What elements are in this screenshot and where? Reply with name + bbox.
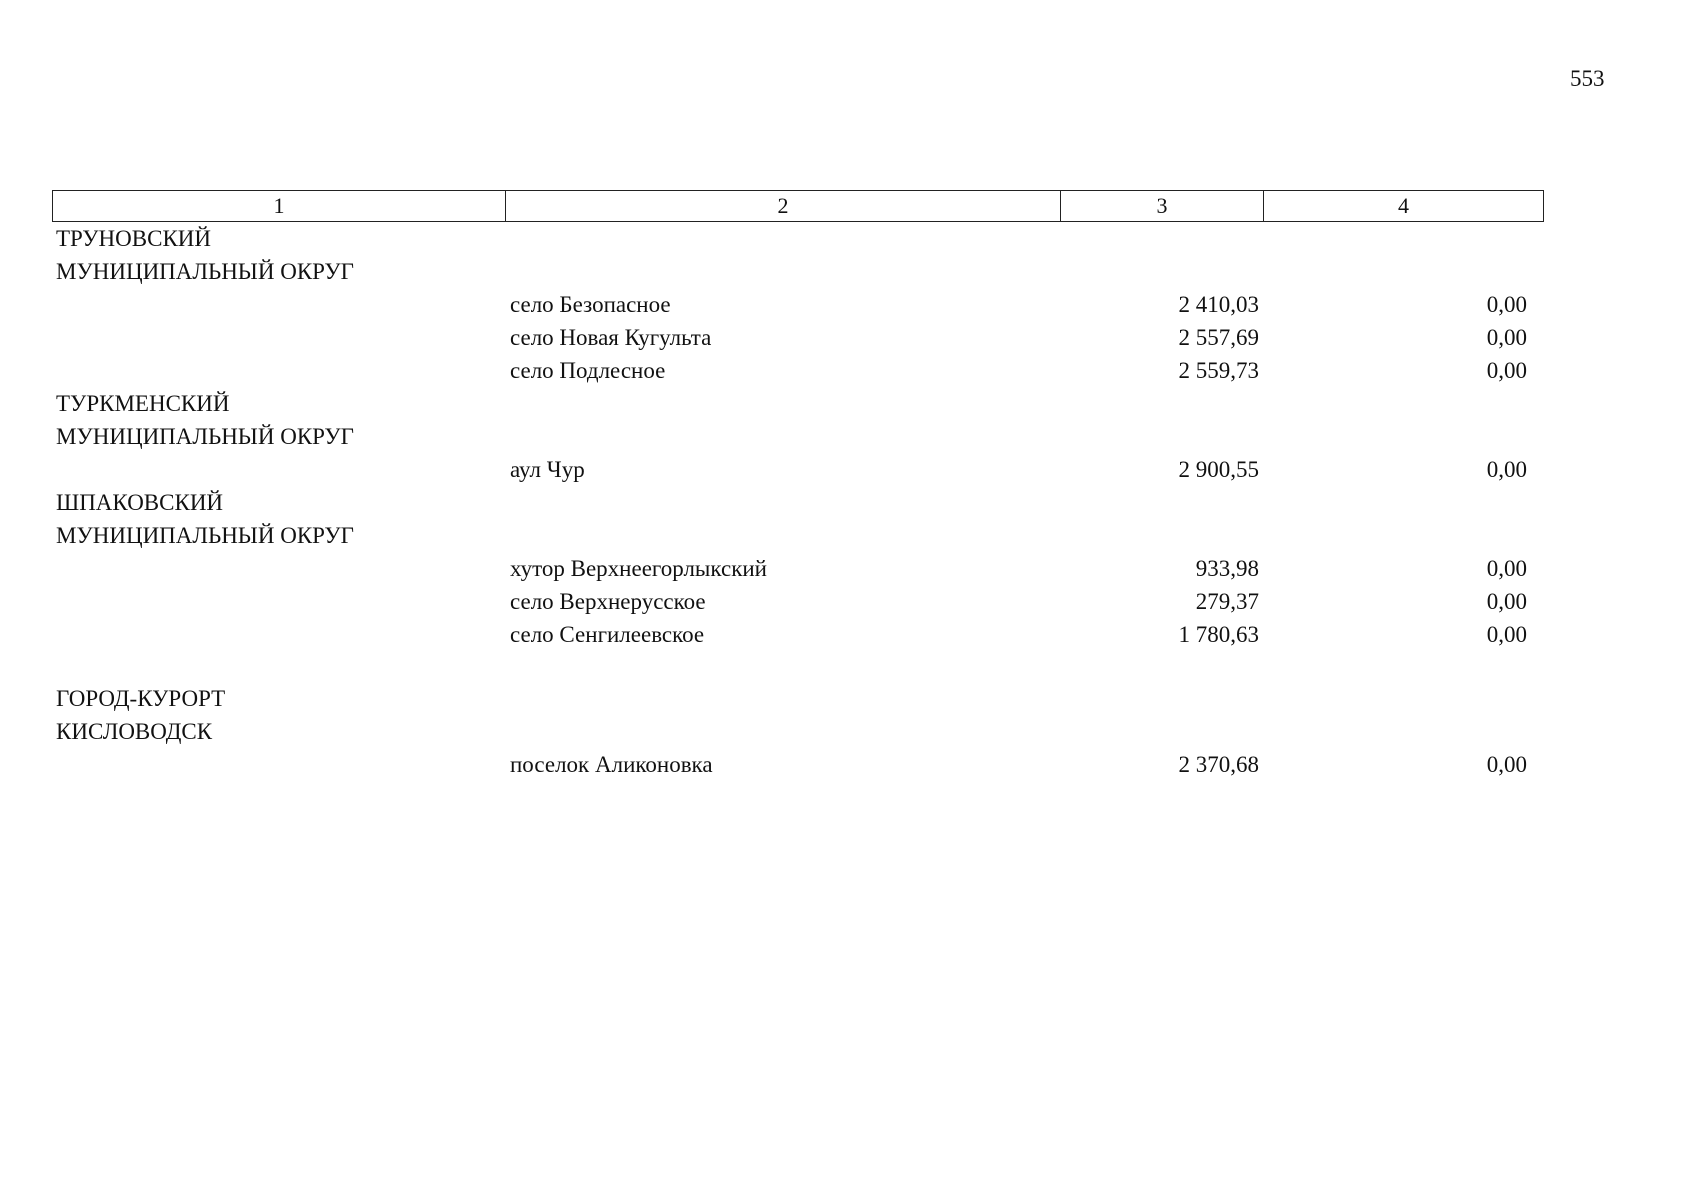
settlement-value: 2 370,68 (1178, 752, 1259, 777)
table-row (52, 354, 1542, 387)
settlement-extra: 0,00 (1486, 358, 1527, 383)
district-name: ТРУНОВСКИЙ МУНИЦИПАЛЬНЫЙ ОКРУГ (56, 226, 354, 284)
page-number: 553 (1570, 66, 1605, 91)
district-name: ГОРОД-КУРОРТ КИСЛОВОДСК (56, 686, 226, 744)
table-header (52, 190, 1544, 222)
table-row (52, 748, 1542, 781)
settlement-name: село Новая Кугульта (510, 325, 712, 350)
table-row (52, 618, 1542, 651)
settlement-extra: 0,00 (1486, 556, 1527, 581)
header-col-4: 4 (1398, 193, 1409, 218)
header-col-1: 1 (53, 191, 506, 221)
settlement-value: 933,98 (1195, 556, 1259, 581)
settlement-name: поселок Аликоновка (510, 752, 713, 777)
settlement-name: село Сенгилеевское (510, 622, 705, 647)
table-body (52, 222, 1542, 781)
table-row (52, 453, 1542, 486)
settlement-extra: 0,00 (1486, 292, 1527, 317)
settlement-value: 2 557,69 (1178, 325, 1259, 350)
settlement-value: 2 559,73 (1178, 358, 1259, 383)
district-name: ШПАКОВСКИЙ МУНИЦИПАЛЬНЫЙ ОКРУГ (56, 490, 354, 548)
table-row (52, 288, 1542, 321)
district-group-trunovsky (52, 222, 1542, 387)
settlement-value: 279,37 (1195, 589, 1259, 614)
settlement-value: 2 410,03 (1178, 292, 1259, 317)
district-group-turkmensky (52, 387, 1542, 486)
settlement-name: хутор Верхнеегорлыкский (510, 556, 767, 581)
district-group-shpakovsky (52, 486, 1542, 651)
settlement-extra: 0,00 (1486, 457, 1527, 482)
spacer (52, 651, 1542, 682)
settlement-name: село Безопасное (510, 292, 671, 317)
settlement-extra: 0,00 (1486, 589, 1527, 614)
settlement-value: 1 780,63 (1178, 622, 1259, 647)
table-row (52, 585, 1542, 618)
table-row (52, 552, 1542, 585)
settlement-name: аул Чур (510, 457, 585, 482)
settlement-name: село Подлесное (510, 358, 666, 383)
district-group-kislovodsk (52, 682, 1542, 781)
settlement-name: село Верхнерусское (510, 589, 706, 614)
header-col-2: 2 (506, 191, 1061, 221)
header-col-3: 3 (1061, 191, 1264, 221)
settlement-value: 2 900,55 (1178, 457, 1259, 482)
district-name: ТУРКМЕНСКИЙ МУНИЦИПАЛЬНЫЙ ОКРУГ (56, 391, 354, 449)
settlement-extra: 0,00 (1486, 622, 1527, 647)
settlement-extra: 0,00 (1486, 325, 1527, 350)
settlement-extra: 0,00 (1486, 752, 1527, 777)
table-row (52, 321, 1542, 354)
